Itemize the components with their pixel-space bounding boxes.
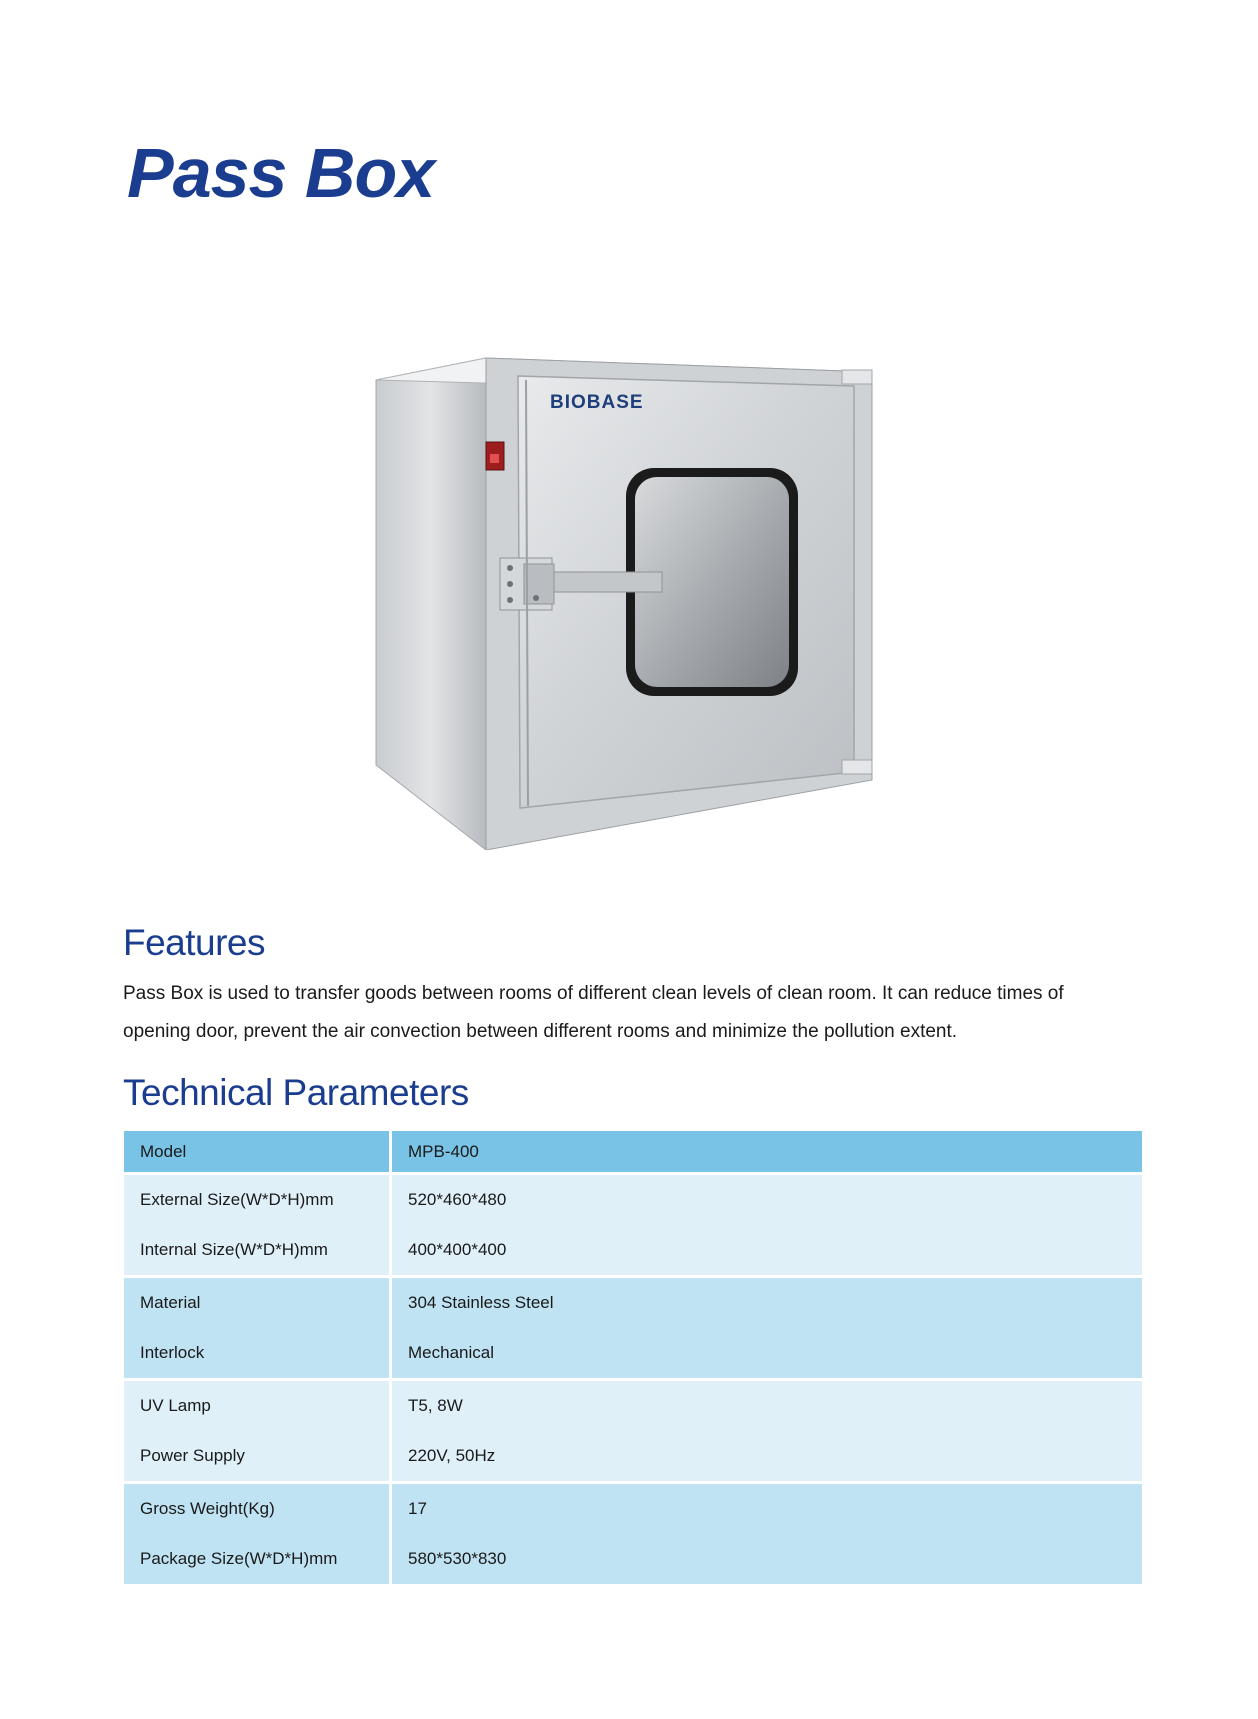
table-cell-value: 400*400*400 — [391, 1225, 1143, 1277]
table-cell-label: Model — [124, 1131, 391, 1174]
table-header-row — [124, 1131, 1142, 1174]
table-cell-value: 520*460*480 — [391, 1174, 1143, 1226]
brand-label: BIOBASE — [550, 392, 644, 413]
table-row — [124, 1483, 1142, 1535]
table-cell-label: Package Size(W*D*H)mm — [124, 1534, 391, 1584]
cabinet-side-panel — [376, 358, 486, 850]
table-row — [124, 1174, 1142, 1226]
technical-parameters-heading: Technical Parameters — [123, 1072, 469, 1113]
table-cell-label: UV Lamp — [124, 1380, 391, 1432]
table-cell-label: Interlock — [124, 1328, 391, 1380]
table-cell-label: Gross Weight(Kg) — [124, 1483, 391, 1535]
table-cell-value: Mechanical — [391, 1328, 1143, 1380]
table-row — [124, 1534, 1142, 1584]
table-cell-value: MPB-400 — [391, 1131, 1143, 1174]
table-row — [124, 1328, 1142, 1380]
interlock-bar — [544, 572, 662, 592]
table-cell-label: External Size(W*D*H)mm — [124, 1174, 391, 1226]
features-description: Pass Box is used to transfer goods between rooms of different clean levels of clean room. It can reduce times of opening door, prevent the air convection between different rooms and minimize the pollution extent. — [123, 983, 1064, 1042]
page-title: Pass Box — [127, 134, 435, 212]
table-cell-label: Internal Size(W*D*H)mm — [124, 1225, 391, 1277]
product-image — [368, 350, 908, 850]
table-cell-value: 580*530*830 — [391, 1534, 1143, 1584]
table-cell-value: T5, 8W — [391, 1380, 1143, 1432]
table-cell-value: 17 — [391, 1483, 1143, 1535]
table-cell-value: 220V, 50Hz — [391, 1431, 1143, 1483]
features-heading: Features — [123, 922, 266, 963]
table-cell-value: 304 Stainless Steel — [391, 1277, 1143, 1329]
table-row — [124, 1380, 1142, 1432]
table-row — [124, 1277, 1142, 1329]
technical-parameters-table — [124, 1131, 1142, 1584]
table-cell-label: Power Supply — [124, 1431, 391, 1483]
table-cell-label: Material — [124, 1277, 391, 1329]
table-row — [124, 1431, 1142, 1483]
table-row — [124, 1225, 1142, 1277]
